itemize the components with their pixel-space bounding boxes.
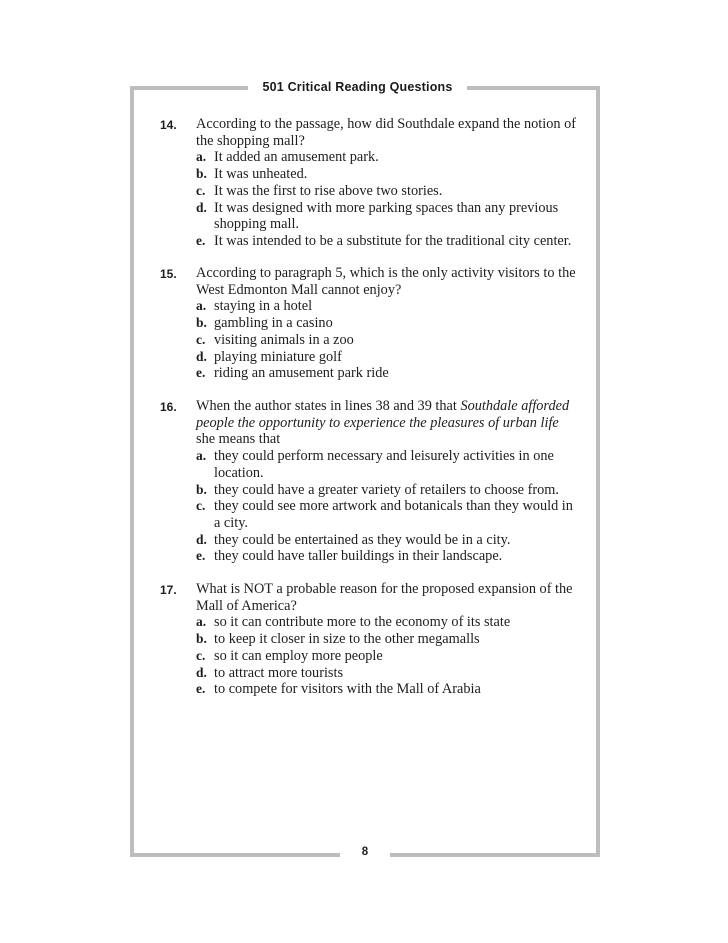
option-d[interactable] <box>196 532 580 549</box>
option-letter: d. <box>196 664 207 680</box>
option-text: It was the first to rise above two stories. <box>214 182 443 199</box>
option-letter: e. <box>196 232 206 248</box>
option-d[interactable] <box>196 349 580 366</box>
option-letter: e. <box>196 681 206 697</box>
option-a[interactable] <box>196 448 580 481</box>
option-letter: b. <box>196 481 207 497</box>
option-c[interactable] <box>196 183 580 200</box>
option-e[interactable] <box>196 233 580 250</box>
option-text: It was intended to be a substitute for the traditional city center. <box>214 232 572 249</box>
option-c[interactable] <box>196 498 580 531</box>
question-number: 14. <box>160 118 177 132</box>
option-text: It added an amusement park. <box>214 149 379 166</box>
option-text: they could see more artwork and botanicals than they would in a city. <box>214 498 573 531</box>
question-text-after: she means that <box>196 431 281 448</box>
option-letter: a. <box>196 448 207 464</box>
answer-options <box>196 149 580 249</box>
option-text: to compete for visitors with the Mall of Arabia <box>214 681 481 698</box>
option-a[interactable] <box>196 298 580 315</box>
question-number: 16. <box>160 400 177 414</box>
option-letter: d. <box>196 348 207 364</box>
frame-bottom-left <box>130 853 340 857</box>
option-letter: a. <box>196 614 207 630</box>
option-text: riding an amusement park ride <box>214 365 389 382</box>
option-text: to keep it closer in size to the other megamalls <box>214 631 480 648</box>
option-b[interactable] <box>196 482 580 499</box>
option-text: they could have a greater variety of retailers to choose from. <box>214 481 559 498</box>
question-text <box>196 398 580 448</box>
frame-top-left <box>130 86 248 90</box>
question-text-before: When the author states in lines 38 and 39 that <box>196 398 461 414</box>
question-16 <box>160 398 580 565</box>
option-text: they could perform necessary and leisurely activities in one location. <box>214 448 554 481</box>
option-d[interactable] <box>196 665 580 682</box>
option-b[interactable] <box>196 631 580 648</box>
option-text: to attract more tourists <box>214 664 344 681</box>
question-text: What is NOT a probable reason for the proposed expansion of the Mall of America? <box>196 581 573 614</box>
answer-options <box>196 448 580 565</box>
option-a[interactable] <box>196 149 580 166</box>
option-text: so it can contribute more to the economy of its state <box>214 614 511 631</box>
option-letter: c. <box>196 647 206 663</box>
option-e[interactable] <box>196 681 580 698</box>
option-letter: b. <box>196 315 207 331</box>
frame-bottom-right <box>390 853 600 857</box>
answer-options <box>196 614 580 698</box>
option-text: It was designed with more parking spaces than any previous shopping mall. <box>214 199 559 233</box>
question-text: According to paragraph 5, which is the only activity visitors to the West Edmonton Mall cannot enjoy? <box>196 265 576 298</box>
option-text: playing miniature golf <box>214 348 342 365</box>
option-letter: e. <box>196 548 206 564</box>
frame-top-right <box>467 86 600 90</box>
option-letter: a. <box>196 298 207 314</box>
page-header-title: 501 Critical Reading Questions <box>262 80 453 94</box>
option-text: staying in a hotel <box>214 298 313 315</box>
option-c[interactable] <box>196 332 580 349</box>
question-number: 17. <box>160 583 177 597</box>
question-number: 15. <box>160 267 177 281</box>
option-e[interactable] <box>196 365 580 382</box>
option-text: visiting animals in a zoo <box>214 331 354 348</box>
option-letter: a. <box>196 149 207 165</box>
option-letter: c. <box>196 182 206 198</box>
option-text: so it can employ more people <box>214 647 383 664</box>
option-b[interactable] <box>196 166 580 183</box>
option-letter: d. <box>196 531 207 547</box>
option-e[interactable] <box>196 548 580 565</box>
question-14 <box>160 116 580 250</box>
option-letter: b. <box>196 631 207 647</box>
frame-right <box>596 86 600 857</box>
option-letter: c. <box>196 331 206 347</box>
option-d[interactable] <box>196 200 580 233</box>
option-text: they could have taller buildings in their landscape. <box>214 548 503 565</box>
frame-left <box>130 86 134 857</box>
option-letter: c. <box>196 498 206 514</box>
option-b[interactable] <box>196 315 580 332</box>
option-a[interactable] <box>196 614 580 631</box>
option-text: It was unheated. <box>214 166 308 183</box>
option-letter: e. <box>196 365 206 381</box>
option-text: they could be entertained as they would be in a city. <box>214 531 511 548</box>
option-text: gambling in a casino <box>214 315 333 332</box>
option-letter: d. <box>196 199 207 215</box>
question-text: According to the passage, how did Southdale expand the notion of the shopping mall? <box>196 116 576 149</box>
option-letter: b. <box>196 166 207 182</box>
quoted-passage: Southdale afforded people the opportunity to experience the pleasures of urban life <box>196 398 570 431</box>
page-number: 8 <box>361 846 369 858</box>
answer-options <box>196 298 580 382</box>
option-c[interactable] <box>196 648 580 665</box>
question-15 <box>160 265 580 382</box>
question-17 <box>160 581 580 698</box>
